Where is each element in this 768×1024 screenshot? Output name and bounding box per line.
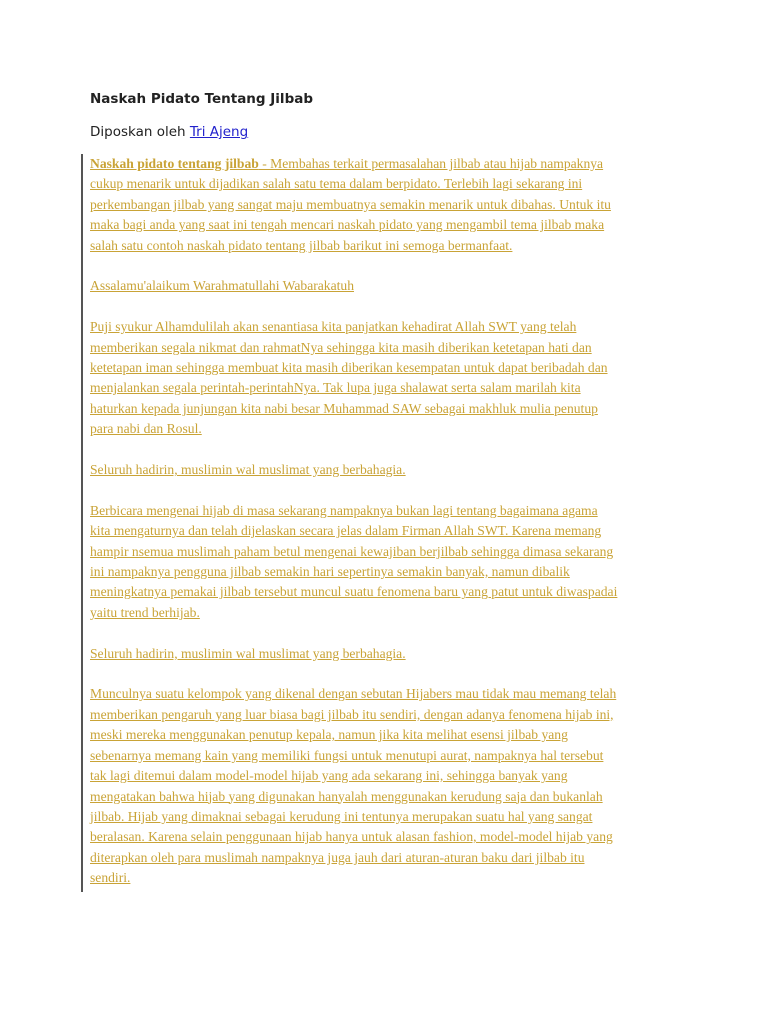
body-line: mengatakan bahwa hijab yang digunakan hanyalah menggunakan kerudung saja dan bukanlah	[90, 788, 603, 804]
praise-line: Puji syukur Alhamdulilah akan senantiasa kita panjatkan kehadirat Allah SWT yang telah	[90, 319, 577, 335]
address-line: Seluruh hadirin, muslimin wal muslimat yang berbahagia.	[90, 645, 406, 661]
body-line: yaitu trend berhijab.	[90, 604, 200, 620]
blockquote-bar	[81, 154, 83, 892]
praise-line: para nabi dan Rosul.	[90, 421, 202, 437]
intro-line: - Membahas terkait permasalahan jilbab atau hijab nampaknya	[258, 156, 604, 171]
praise-line: haturkan kepada junjungan kita nabi besar Muhammad SAW sebagai makhluk mulia penutup	[90, 400, 598, 416]
greeting-line: Assalamu'alaikum Warahmatullahi Wabarakatuh	[90, 278, 354, 294]
intro-line: perkembangan jilbab yang sangat maju membuatnya semakin menarik untuk dibahas. Untuk itu	[90, 196, 611, 212]
body-line: sendiri.	[90, 870, 131, 886]
byline	[90, 124, 248, 140]
body-line: hampir nsemua muslimah paham betul mengenai kewajiban berjilbab sehingga dimasa sekarang	[90, 543, 614, 559]
paragraph-greeting[interactable]	[90, 276, 690, 296]
praise-line: menjalankan segala perintah-perintahNya. Tak lupa juga shalawat serta salam marilah kita	[90, 380, 581, 396]
body-line: beralasan. Karena selain penggunaan hijab hanya untuk alasan fashion, model-model hijab yang	[90, 829, 613, 845]
body-line: kita mengaturnya dan telah dijelaskan secara jelas dalam Firman Allah SWT. Karena memang	[90, 523, 602, 539]
body-line: Munculnya suatu kelompok yang dikenal dengan sebutan Hijabers mau tidak mau memang telah	[90, 686, 617, 702]
article-body	[90, 154, 690, 889]
paragraph-praise[interactable]	[90, 317, 690, 439]
body-line: Berbicara mengenai hijab di masa sekarang nampaknya bukan lagi tentang bagaimana agama	[90, 502, 598, 518]
paragraph-intro[interactable]	[90, 154, 690, 256]
body-line: meski mereka menggunakan penutup kepala, namun jika kita melihat esensi jilbab yang	[90, 727, 568, 743]
body-line: tak lagi ditemui dalam model-model hijab yang ada sekarang ini, sehingga banyak yang	[90, 768, 568, 784]
body-line: sebenarnya memang kain yang memiliki fungsi untuk menutupi aurat, nampaknya hal tersebut	[90, 747, 604, 763]
intro-line: cukup menarik untuk dijadikan salah satu tema dalam berpidato. Terlebih lagi sekarang ini	[90, 176, 583, 192]
intro-line: salah satu contoh naskah pidato tentang jilbab barikut ini semoga bermanfaat.	[90, 237, 513, 253]
address-line: Seluruh hadirin, muslimin wal muslimat yang berbahagia.	[90, 462, 406, 478]
praise-line: memberikan segala nikmat dan rahmatNya sehingga kita masih diberikan ketetapan hati dan	[90, 339, 592, 355]
paragraph-body-1[interactable]	[90, 501, 690, 623]
byline-prefix: Diposkan oleh	[90, 124, 186, 140]
body-line: meningkatnya pemakai jilbab tersebut muncul suatu fenomena baru yang patut untuk diwaspadai	[90, 584, 618, 600]
page-title: Naskah Pidato Tentang Jilbab	[90, 91, 314, 107]
intro-lead: Naskah pidato tentang jilbab	[90, 156, 259, 171]
body-line: memberikan pengaruh yang luar biasa bagi jilbab itu sendiri, dengan adanya fenomena hijab ini,	[90, 706, 614, 722]
intro-line: maka bagi anda yang saat ini tengah mencari naskah pidato yang mengambil tema jilbab maka	[90, 217, 605, 233]
author-link[interactable]: Tri Ajeng	[189, 124, 249, 140]
paragraph-address-1[interactable]	[90, 460, 690, 480]
praise-line: ketetapan iman sehingga membuat kita masih diberikan kesempatan untuk dapat beribadah dan	[90, 360, 608, 376]
paragraph-address-2[interactable]	[90, 644, 690, 664]
body-line: diterapkan oleh para muslimah nampaknya juga jauh dari aturan-aturan baku dari jilbab itu	[90, 849, 585, 865]
paragraph-body-2[interactable]	[90, 684, 690, 888]
body-line: jilbab. Hijab yang dimaknai sebagai kerudung ini tentunya merupakan suatu hal yang sangat	[90, 808, 593, 824]
body-line: ini nampaknya pengguna jilbab semakin hari sepertinya semakin banyak, namun dibalik	[90, 564, 570, 580]
